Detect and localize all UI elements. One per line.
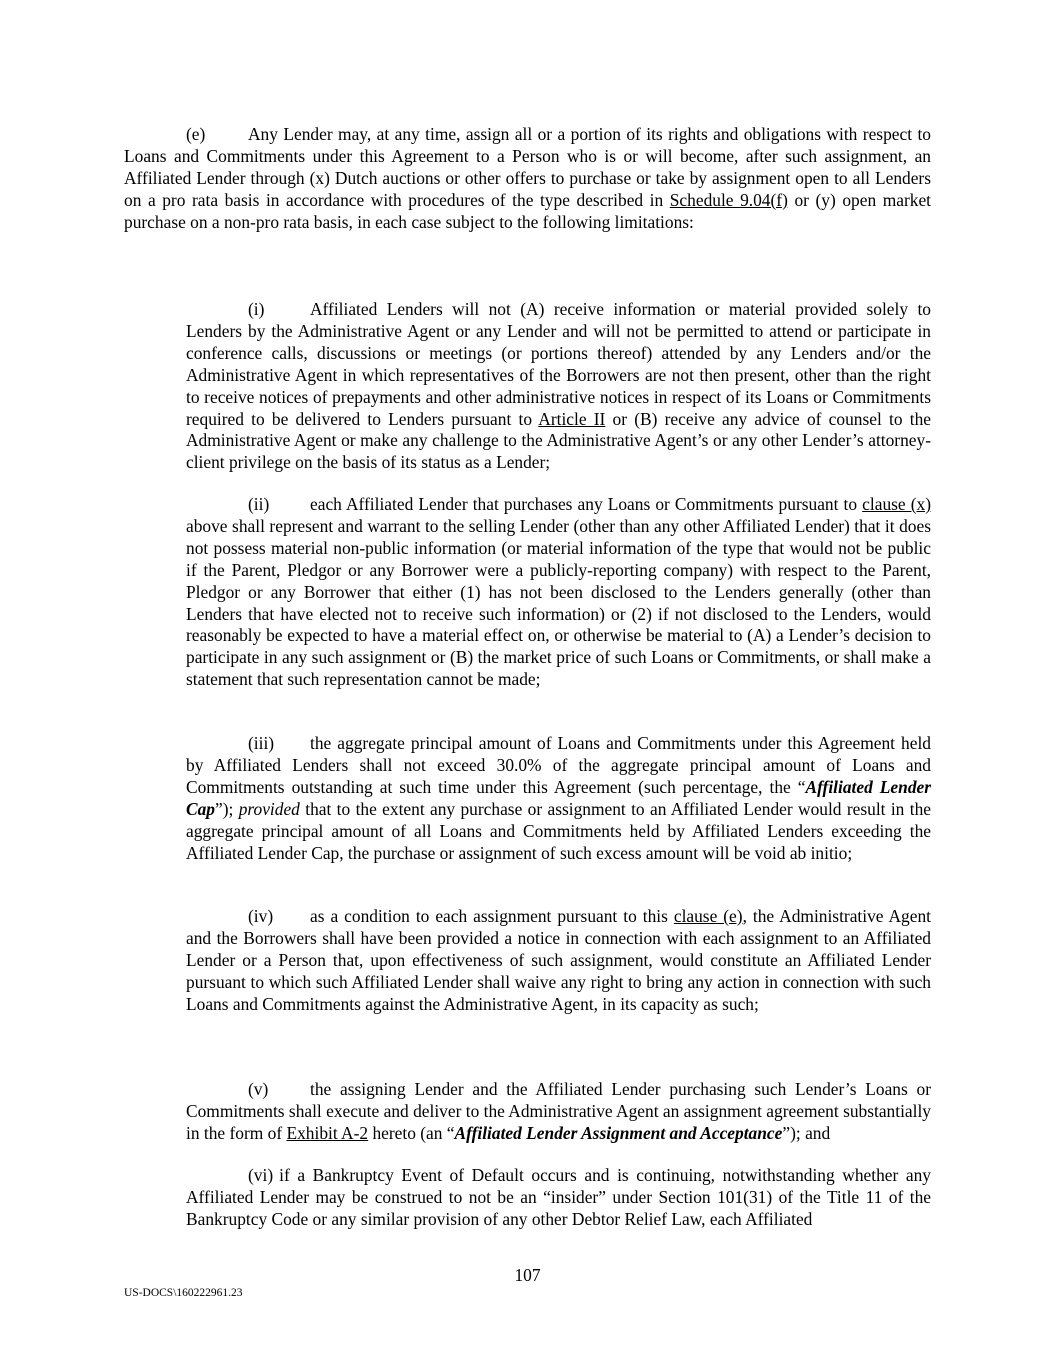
- paragraph-e: [124, 124, 931, 234]
- page-number: 107: [514, 1265, 541, 1285]
- paragraph-i: [186, 299, 931, 474]
- defined-term: Affiliated Lender Cap: [186, 776, 931, 819]
- paragraph-text: or (y) open market purchase on a non-pro rata basis, in each case subject to the following limitations:: [124, 189, 931, 232]
- schedule-reference-link: Schedule 9.04(f): [669, 189, 788, 210]
- paragraph-text: Any Lender may, at any time, assign all or a portion of its rights and obligations with respect to Loans and Commitments under this Agreement to a Person who is or will become, after such assignment, an Affiliated Lender through (x) Dutch auctions or other offers to purchase or take by assignment open to all Lenders on a pro rata basis in accordance with procedures of the type described in: [124, 124, 931, 210]
- paragraph-text: as a condition to each assignment pursuant to this: [310, 906, 674, 926]
- paragraph-text: that to the extent any purchase or assignment to an Affiliated Lender would result in the aggregate principal amount of all Loans and Commitments held by Affiliated Lenders exceeding the Affiliated Lender Cap, the purchase or assignment of such excess amount will be void ab initio;: [186, 798, 931, 863]
- clause-number: (vi): [248, 1165, 274, 1185]
- clause-number: (ii): [248, 494, 270, 514]
- paragraph-text: the assigning Lender and the Affiliated Lender purchasing such Lender’s Loans or Commitments shall execute and deliver to the Administrative Agent an assignment agreement substantially in the form of: [186, 1079, 931, 1143]
- paragraph-iii: [186, 733, 931, 864]
- paragraph-text: Affiliated Lenders will not (A) receive information or material provided solely to Lenders by the Administrative Agent or any Lender and will not be permitted to attend or participate in conference calls, discussions or meetings (or portions thereof) attended by any Lenders and/or the Administrative Agent in which representatives of the Borrowers are not then present, other than the right to receive notices of prepayments and other administrative notices in respect of its Loans or Commitments required to be delivered to Lenders pursuant to: [186, 299, 931, 429]
- clause-number: (i): [248, 299, 265, 319]
- clause-number: (e): [186, 124, 206, 144]
- paragraph-text: each Affiliated Lender that purchases any Loans or Commitments pursuant to: [310, 494, 863, 514]
- clause-number: (iii): [248, 733, 275, 753]
- paragraph-text: , the Administrative Agent and the Borrowers shall have been provided a notice in connection with each assignment to an Affiliated Lender or a Person that, upon effectiveness of such assignment, would constitute an Affiliated Lender pursuant to which such Affiliated Lender shall waive any right to bring any action in connection with such Loans and Commitments against the Administrative Agent, in its capacity as such;: [186, 906, 932, 1014]
- clause-reference-link: clause (e): [673, 906, 743, 926]
- paragraph-text: ”); and: [782, 1122, 831, 1143]
- paragraph-text: above shall represent and warrant to the selling Lender (other than any other Affiliated Lender) that it does not possess material non-public information (or material information of the type that would not be public if the Parent, Pledgor or any Borrower were a publicly-reporting company) with respect to the Parent, Pledgor or any Borrower that either (1) has not been disclosed to the Lenders generally (other than Lenders that have elected not to receive such information) or (2) if not disclosed to the Lenders, would reasonably be expected to have a material effect on, or otherwise be material to (A) a Lender’s decision to participate in any such assignment or (B) the market price of such Loans or Commitments, or shall make a statement that such representation cannot be made;: [186, 515, 931, 690]
- paragraph-text: or (B) receive any advice of counsel to the Administrative Agent or make any challenge to the Administrative Agent’s or any other Lender’s attorney-client privilege on the basis of its status as a Lender;: [186, 408, 931, 473]
- defined-term: Affiliated Lender Assignment and Acceptance: [454, 1122, 783, 1143]
- paragraph-text: hereto (an “: [368, 1122, 455, 1143]
- paragraph-ii: [186, 494, 931, 691]
- clause-number: (v): [248, 1079, 269, 1099]
- paragraph-v: [186, 1079, 931, 1145]
- clause-number: (iv): [248, 906, 274, 926]
- article-reference-link: Article II: [538, 408, 606, 429]
- italic-proviso: provided: [238, 798, 300, 819]
- paragraph-iv: [186, 906, 931, 1016]
- clause-reference-link: clause (x): [862, 494, 931, 514]
- paragraph-text: if a Bankruptcy Event of Default occurs and is continuing, notwithstanding whether any Affiliated Lender may be construed to not be an “insider” under Section 101(31) of the Title 11 of the Bankruptcy Code or any similar provision of any other Debtor Relief Law, each Affiliated: [186, 1165, 931, 1229]
- paragraph-vi: [186, 1165, 931, 1231]
- paragraph-text: the aggregate principal amount of Loans and Commitments under this Agreement held by Affiliated Lenders shall not exceed 30.0% of the aggregate principal amount of Loans and Commitments outstanding at such time under this Agreement (such percentage, the “: [186, 733, 931, 797]
- document-id: US-DOCS\160222961.23: [124, 1287, 243, 1299]
- exhibit-reference-link: Exhibit A-2: [286, 1122, 369, 1143]
- paragraph-text: ”);: [215, 798, 239, 819]
